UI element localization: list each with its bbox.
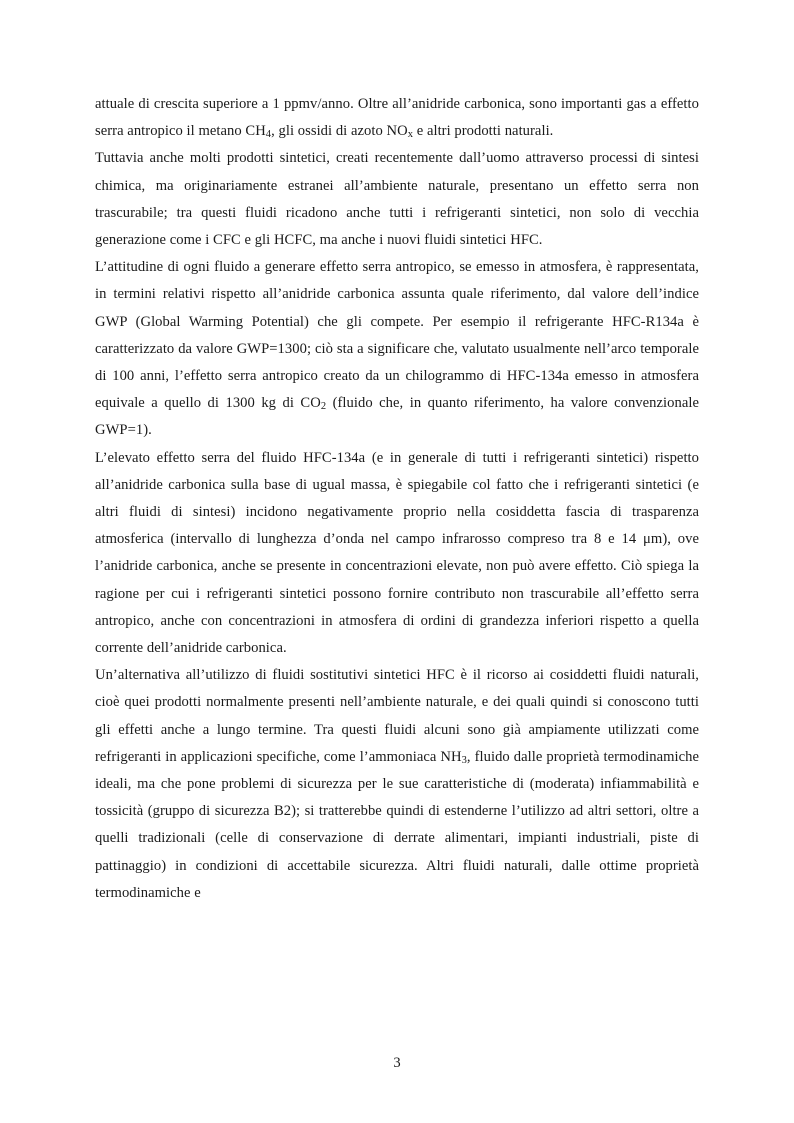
text-segment: L’attitudine di ogni fluido a generare effetto serra antropico, se emesso in atmosfera, è rappresentata, in termini relativi rispetto all’anidride carbonica assunta quale riferimento, dal valore dell’indice GWP (Global Warming Potential) che gli compete. Per esempio il refrigerante HFC-R134a è caratterizzato da valore GWP=1300; ciò sta a significare che, valutato usualmente nell’arco temporale di 100 anni, l’effetto serra antropico creato da un chilogrammo di HFC-134a emesso in atmosfera equivale a quello di 1300 kg di CO [95,259,699,412]
paragraph [95,145,699,254]
paragraph [95,445,699,663]
subscript: 4 [265,129,272,141]
text-segment: (fluido che, in quanto riferimento, ha valore convenzionale GWP=1). [95,395,700,439]
body-text [95,91,699,907]
subscript: x [407,129,414,141]
text-segment: , gli ossidi di azoto NO [271,123,408,140]
text-segment: e altri prodotti naturali. [413,123,554,140]
text-segment: attuale di crescita superiore a 1 ppmv/anno. Oltre all’anidride carbonica, sono importanti gas a effetto serra antropico il metano CH [95,96,699,140]
text-segment: L’elevato effetto serra del fluido HFC-134a (e in generale di tutti i refrigeranti sintetici) rispetto all’anidride carbonica sulla base di ugual massa, è spiegabile col fatto che i refrigeranti sintetici (e altri fluidi di sintesi) incidono negativamente proprio nella cosiddetta fascia di trasparenza atmosferica (intervallo di lunghezza d’onda nel campo infrarosso compreso tra 8 e 14 μm), ove l’anidride carbonica, anche se presente in concentrazioni elevate, non può avere effetto. Ciò spiega la ragione per cui i refrigeranti sintetici possono fornire contributo non trascurabile all’effetto serra antropico, anche con concentrazioni in atmosfera di ordini di grandezza inferiori rispetto a quella corrente dell’anidride carbonica. [95,449,699,657]
paragraph [95,254,699,444]
paragraph [95,662,699,907]
page-number: 3 [393,1055,401,1071]
paragraph [95,91,699,145]
text-segment: Un’alternativa all’utilizzo di fluidi sostitutivi sintetici HFC è il ricorso ai cosiddetti fluidi naturali, cioè quei prodotti normalmente presenti nell’ambiente naturale, e dei quali quindi si conoscono tutti gli effetti anche a lungo termine. Tra questi fluidi alcuni sono già ampiamente utilizzati come refrigeranti in applicazioni specifiche, come l’ammoniaca NH [95,667,699,765]
text-segment: Tuttavia anche molti prodotti sintetici, creati recentemente dall’uomo attraverso processi di sintesi chimica, ma originariamente estranei all’ambiente naturale, presentano un effetto serra non trascurabile; tra questi fluidi ricadono anche tutti i refrigeranti sintetici, non solo di vecchia generazione come i CFC e gli HCFC, ma anche i nuovi fluidi sintetici HFC. [95,150,699,249]
text-segment: , fluido dalle proprietà termodinamiche ideali, ma che pone problemi di sicurezza per le sue caratteristiche di (moderata) infiammabilità e tossicità (gruppo di sicurezza B2); si tratterebbe quindi di estenderne l’utilizzo ad altri settori, oltre a quelli tradizionali (celle di conservazione di derrate alimentari, impianti industriali, piste di pattinaggio) in condizioni di accettabile sicurezza. Altri fluidi naturali, dalle ottime proprietà termodinamiche e [95,748,700,901]
subscript: 3 [461,754,467,766]
subscript: 2 [320,401,327,413]
